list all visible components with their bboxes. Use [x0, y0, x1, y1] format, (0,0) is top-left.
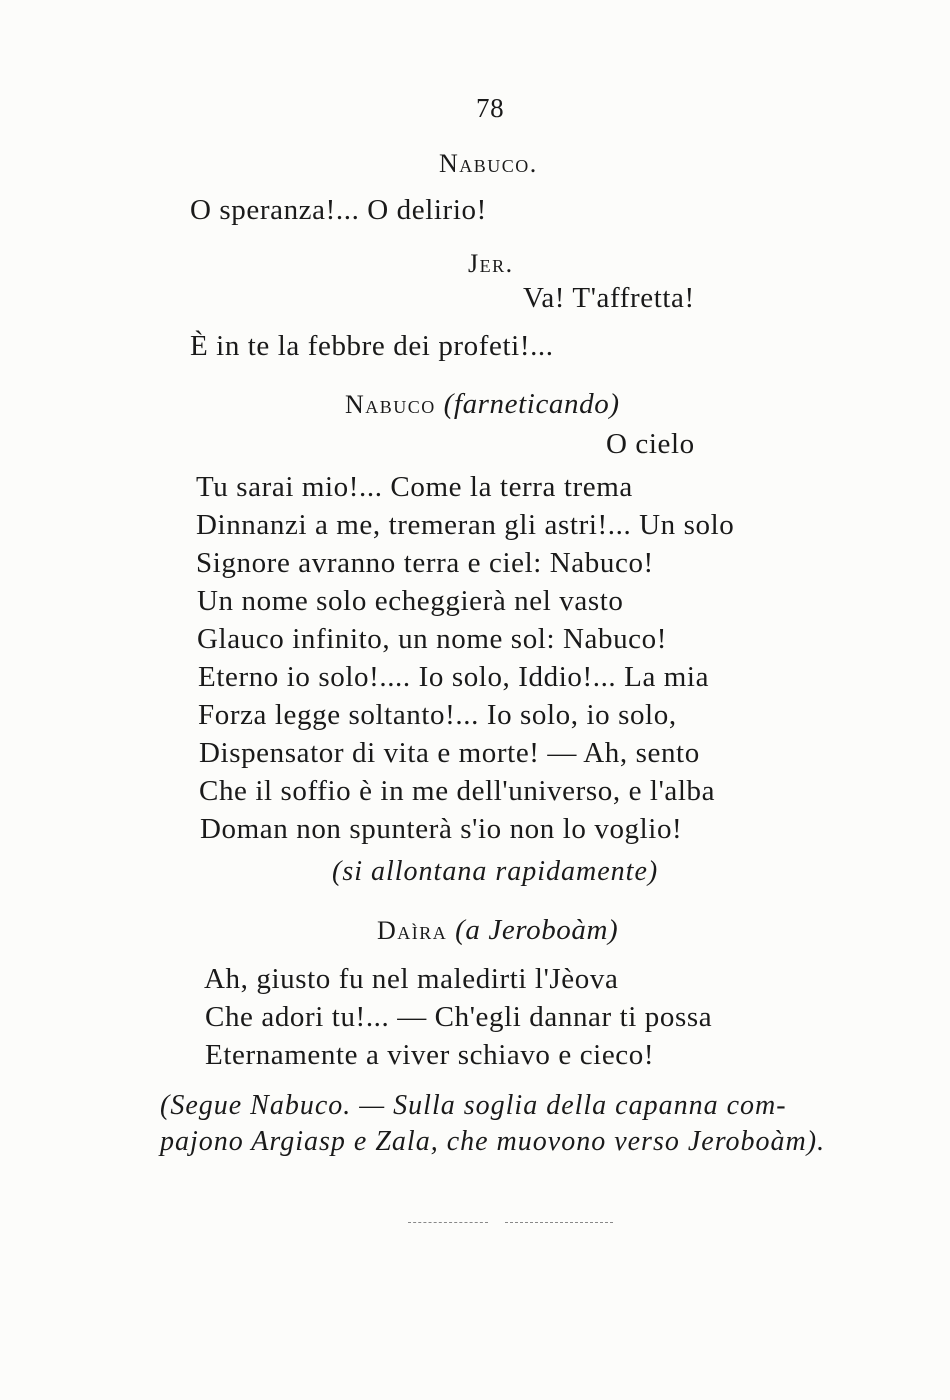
stage-direction: pajono Argiasp e Zala, che muovono verso Jeroboàm).: [160, 1126, 826, 1157]
verse-line: O cielo: [606, 428, 695, 460]
verse-line: Eternamente a viver schiavo e cieco!: [205, 1039, 655, 1071]
verse-line: Signore avranno terra e ciel: Nabuco!: [196, 547, 654, 579]
stage-direction: (farneticando): [443, 388, 620, 420]
verse-line: Eterno io solo!.... Io solo, Iddio!... La mia: [198, 661, 710, 693]
speaker-daira-direction: [377, 912, 618, 949]
speaker-nabuco-direction: [345, 386, 620, 423]
verse-line: Dispensator di vita e morte! — Ah, sento: [199, 737, 700, 769]
divider: [505, 1222, 613, 1223]
verse-line: Tu sarai mio!... Come la terra trema: [196, 471, 633, 503]
verse-line: O speranza!... O delirio!: [190, 194, 487, 226]
verse-line: Dinnanzi a me, tremeran gli astri!... Un solo: [196, 509, 735, 541]
speaker-jer: Jer.: [468, 249, 514, 278]
verse-line: Glauco infinito, un nome sol: Nabuco!: [197, 623, 668, 655]
speaker-name: Nabuco: [345, 390, 436, 419]
stage-direction: (Segue Nabuco. — Sulla soglia della capanna com-: [160, 1090, 787, 1121]
stage-direction: (si allontana rapidamente): [332, 856, 659, 887]
verse-line: Forza legge soltanto!... Io solo, io solo,: [198, 699, 677, 731]
verse-line: Un nome solo echeggierà nel vasto: [197, 585, 624, 617]
speaker-name: Daìra: [377, 916, 448, 945]
verse-line: Ah, giusto fu nel maledirti l'Jèova: [204, 963, 619, 995]
speaker-nabuco: Nabuco.: [439, 149, 538, 178]
verse-line: Doman non spunterà s'io non lo voglio!: [200, 813, 683, 845]
verse-line: Va! T'affretta!: [523, 282, 695, 314]
verse-line: Che il soffio è in me dell'universo, e l'alba: [199, 775, 716, 807]
verse-line: È in te la febbre dei profeti!...: [190, 330, 554, 362]
divider: [408, 1222, 488, 1223]
verse-line: Che adori tu!... — Ch'egli dannar ti possa: [205, 1001, 713, 1033]
page-number: 78: [476, 93, 505, 123]
stage-direction: (a Jeroboàm): [455, 914, 619, 946]
